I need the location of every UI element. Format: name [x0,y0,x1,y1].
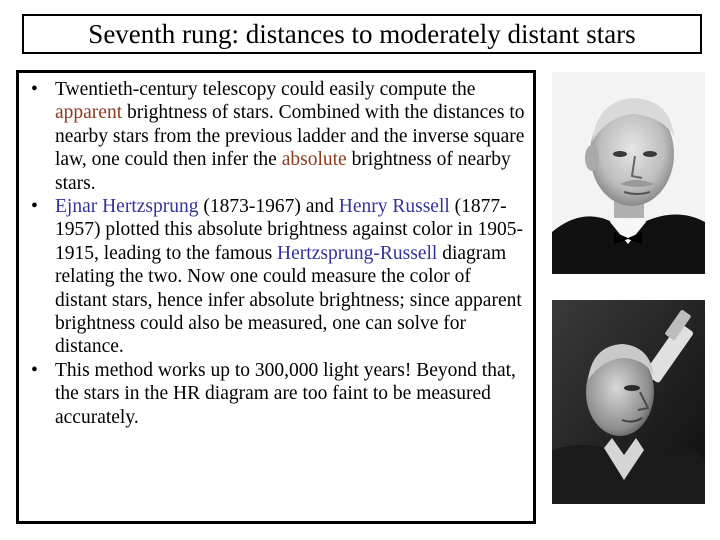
portrait-2-illustration [552,300,705,504]
bullet-item-3 [29,359,525,429]
name-russell: Henry Russell [338,196,450,218]
bullet-2-text-c: diagram relating the two. Now one could measure the color of distant stars, hence infer absolute brightness; since apparent brightness could also be measured, one can solve for distance. [55,242,522,358]
term-hr-diagram: Hertzsprung-Russell [277,242,438,264]
term-absolute: absolute [281,149,347,171]
bullet-item-1 [29,78,525,195]
slide-title [22,14,702,54]
bullet-item-2 [29,195,525,359]
bullet-dot-icon: • [31,359,38,381]
term-apparent: apparent [55,102,123,124]
portrait-photo-russell [552,300,705,504]
portrait-1-illustration [552,72,705,274]
bullet-list [29,78,525,429]
bullet-2-text-a: (1873-1967) and [198,196,339,218]
slide-title-text: Seventh rung: distances to moderately distant stars [88,18,636,49]
bullet-2-text-b: (1877-1957) plotted this absolute brightness against color in 1905-1915, leading to the famous [55,196,523,264]
bullet-3-text: This method works up to 300,000 light years! Beyond that, the stars in the HR diagram are too faint to be measured accurately. [55,359,516,428]
content-box [16,70,536,524]
bullet-dot-icon: • [31,196,38,218]
bullet-1-text-a: Twentieth-century telescopy could easily compute the [55,79,476,100]
name-hertzsprung: Ejnar Hertzsprung [55,196,199,218]
bullet-1-text-c: brightness of nearby stars. [55,149,511,194]
bullet-1-text-b: brightness of stars. Combined with the distances to nearby stars from the previous ladder and the inverse square law, one could then infer the [55,102,525,171]
bullet-dot-icon: • [31,79,38,100]
portrait-photo-hertzsprung [552,72,705,274]
